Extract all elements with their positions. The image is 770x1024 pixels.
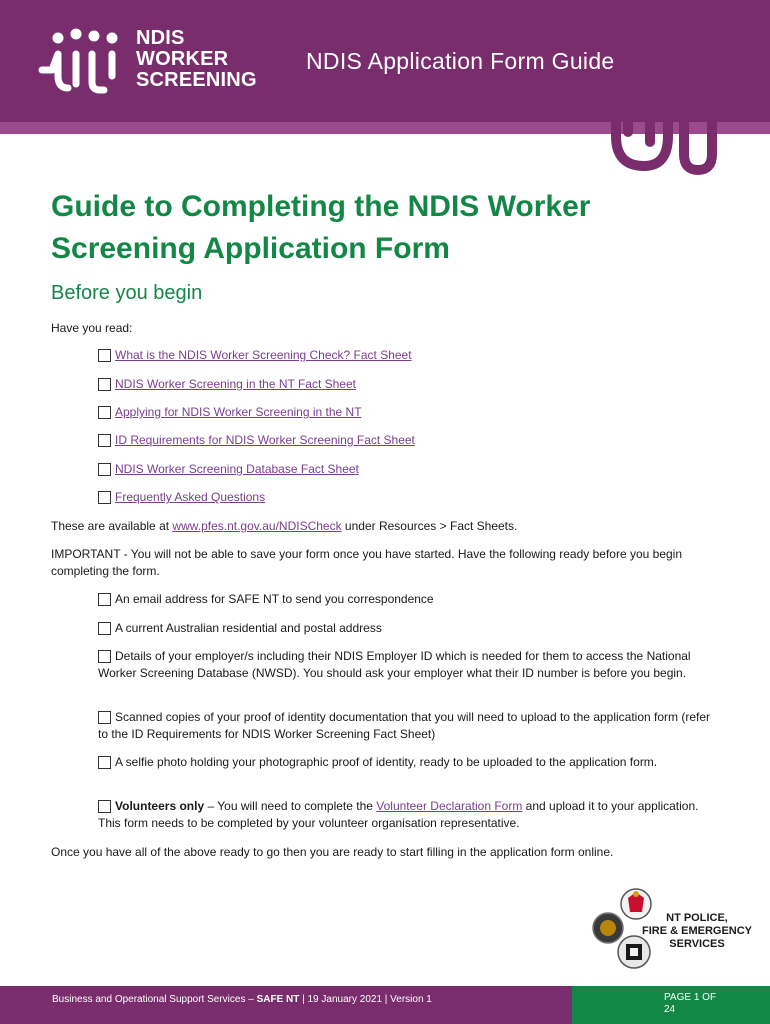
checkbox[interactable] <box>98 349 111 362</box>
checkbox[interactable] <box>98 800 111 813</box>
important-note: IMPORTANT - You will not be able to save your form once you have started. Have the following ready before you begin completing the form. <box>51 547 683 578</box>
section-title: Before you begin <box>51 282 203 304</box>
checkbox[interactable] <box>98 463 111 476</box>
availability-prefix: These are available at <box>51 519 173 533</box>
volunteer-declaration-link[interactable]: Volunteer Declaration Form <box>376 799 523 813</box>
police-logo-line: FIRE & EMERGENCY <box>642 925 753 937</box>
reading-list-item <box>98 432 720 449</box>
fact-sheet-link[interactable]: ID Requirements for NDIS Worker Screening Fact Sheet <box>115 433 415 447</box>
checkbox[interactable] <box>98 491 111 504</box>
reading-list-item <box>98 404 720 421</box>
police-logo-line: NT POLICE, <box>666 912 728 924</box>
volunteers-text: – You will need to complete the <box>204 799 377 813</box>
nt-police-logo-text <box>642 912 752 951</box>
checklist-text: An email address for SAFE NT to send you correspondence <box>115 592 434 606</box>
checkbox[interactable] <box>98 622 111 635</box>
checklist-text: A selfie photo holding your photographic proof of identity, ready to be uploaded to the application form. <box>115 755 658 769</box>
checklist-item <box>98 754 720 771</box>
footer-prefix: Business and Operational Support Services – <box>52 994 257 1005</box>
pfes-website-link[interactable]: www.pfes.nt.gov.au/NDISCheck <box>172 519 342 533</box>
wave-decoration-icon <box>594 66 744 182</box>
page-number: PAGE 1 OF 24 <box>664 992 717 1015</box>
logo-line: SCREENING <box>136 69 257 91</box>
have-you-read-label: Have you read: <box>51 321 133 335</box>
volunteers-label: Volunteers only <box>115 799 205 813</box>
checklist-item <box>98 709 720 743</box>
document-title: Guide to Completing the NDIS Worker Screening Application Form <box>51 190 591 265</box>
footer-text <box>52 994 432 1005</box>
fact-sheet-link[interactable]: NDIS Worker Screening in the NT Fact Sheet <box>115 377 356 391</box>
checklist-item <box>98 648 720 682</box>
police-logo-line: SERVICES <box>669 938 725 950</box>
footer <box>0 986 572 1024</box>
checkbox[interactable] <box>98 406 111 419</box>
availability-suffix: under Resources > Fact Sheets. <box>341 519 518 533</box>
reading-list-item <box>98 347 720 364</box>
availability-note <box>51 518 731 535</box>
reading-list-item <box>98 489 720 506</box>
checklist-item <box>98 620 720 637</box>
checklist-text: A current Australian residential and postal address <box>115 621 382 635</box>
checklist-text: Details of your employer/s including their NDIS Employer ID which is needed for them to access the National Worker Screening Database (NWSD). You should ask your employer what their ID number is before you begin. <box>98 649 691 680</box>
fact-sheet-link[interactable]: Applying for NDIS Worker Screening in the NT <box>115 405 362 419</box>
fact-sheet-link[interactable]: NDIS Worker Screening Database Fact Sheet <box>115 462 359 476</box>
checklist-item <box>98 591 720 608</box>
checkbox[interactable] <box>98 378 111 391</box>
footer-org: SAFE NT <box>256 994 300 1005</box>
ndis-people-logo-icon <box>38 26 134 96</box>
checklist-item-volunteers <box>98 798 720 832</box>
closing-note: Once you have all of the above ready to go then you are ready to start filling in the application form online. <box>51 845 614 859</box>
checkbox[interactable] <box>98 650 111 663</box>
logo-line: NDIS <box>136 27 185 49</box>
reading-list-item <box>98 461 720 478</box>
checkbox[interactable] <box>98 593 111 606</box>
fact-sheet-link[interactable]: What is the NDIS Worker Screening Check? Fact Sheet <box>115 348 412 362</box>
footer-page-box <box>572 986 770 1024</box>
fact-sheet-link[interactable]: Frequently Asked Questions <box>115 490 266 504</box>
checkbox[interactable] <box>98 434 111 447</box>
footer-suffix: | 19 January 2021 | Version 1 <box>299 994 432 1005</box>
ndis-logo-text <box>136 28 257 91</box>
logo-line: WORKER <box>136 48 229 70</box>
header-title: NDIS Application Form Guide <box>306 48 615 74</box>
volunteers-text: and upload it to your application. This form needs to be completed by your volunteer organisation representative. <box>98 799 699 830</box>
checkbox[interactable] <box>98 711 111 724</box>
reading-list-item <box>98 376 720 393</box>
checkbox[interactable] <box>98 756 111 769</box>
checklist-text: Scanned copies of your proof of identity documentation that you will need to upload to the application form (refer to the ID Requirements for NDIS Worker Screening Fact Sheet) <box>98 710 711 741</box>
